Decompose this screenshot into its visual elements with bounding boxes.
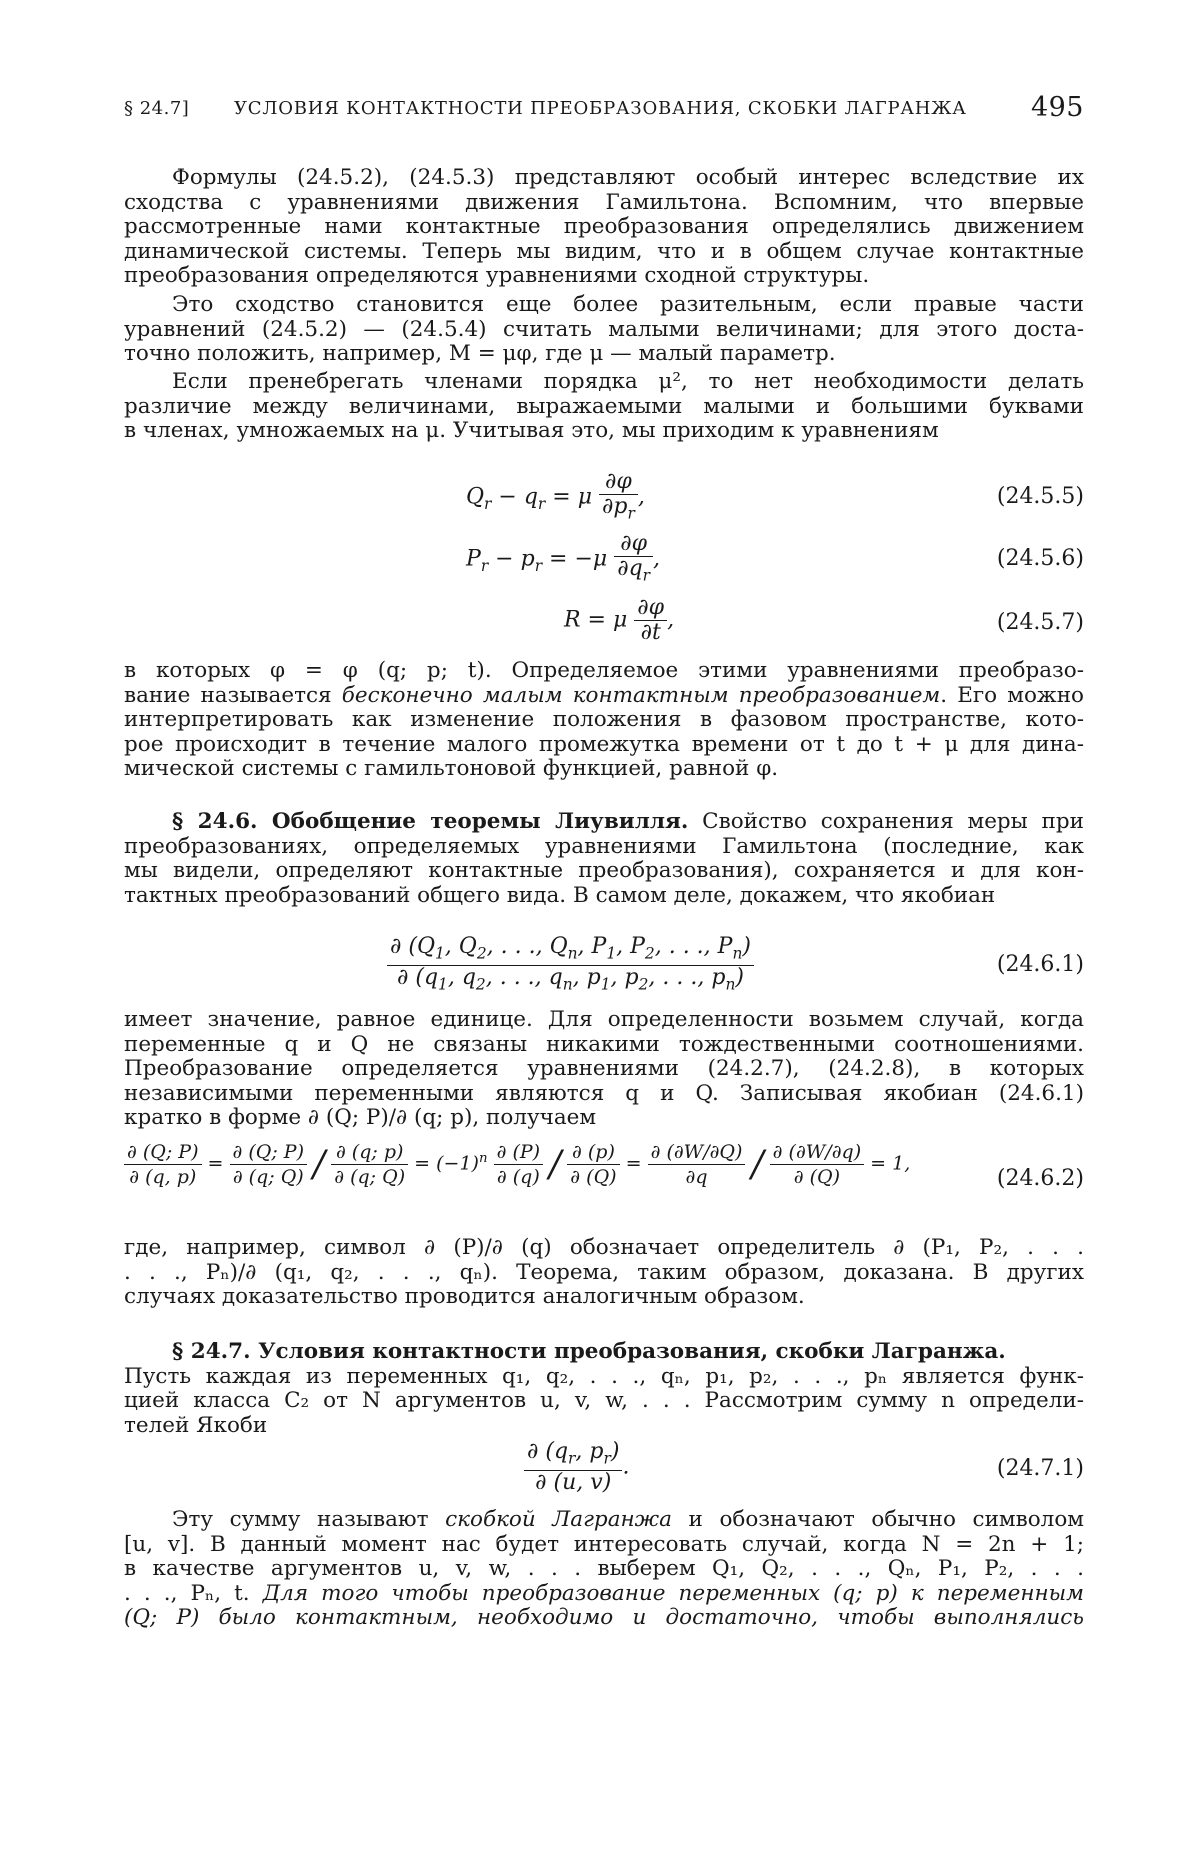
text-line: в членах, умножаемых на μ. Учитывая это, мы приходим к уравнениям <box>124 418 939 444</box>
text-line: независимыми переменными являются q и Q. Записывая якобиан (24.6.1) <box>124 1080 1084 1106</box>
text-line: где, например, символ ∂ (P)/∂ (q) обозначает определитель ∂ (P₁, P₂, . . . <box>124 1235 1084 1260</box>
equation-24-6-2 <box>124 1140 1084 1220</box>
paragraph-5 <box>124 1008 1084 1131</box>
header-section: § 24.7] <box>124 98 190 119</box>
text-line: точно положить, например, M = μφ, где μ — малый параметр. <box>124 341 836 367</box>
text-line: динамической системы. Теперь мы видим, что и в общем случае контактные <box>124 238 1084 264</box>
emphasis-term: скобкой Лагранжа <box>445 1507 672 1532</box>
equation-24-5-6 <box>124 531 1084 585</box>
text-line: Пусть каждая из переменных q₁, q₂, . . ., qₙ, p₁, p₂, . . ., pₙ является функ- <box>124 1363 1084 1389</box>
text-line: сходства с уравнениями движения Гамильтона. Вспомним, что впервые <box>124 189 1084 215</box>
text-line: различие между величинами, выражаемыми малыми и большими буквами <box>124 393 1084 419</box>
equation-body: $\frac{\partial (q_r, p_r)}{\partial (u, v)}$ . <box>524 1440 629 1495</box>
text-line: преобразованиях, определяемых уравнениями Гамильтона (последние, как <box>124 833 1084 859</box>
text-line <box>124 1340 1084 1365</box>
text-line: уравнений (24.5.2) — (24.5.4) считать малыми величинами; для этого доста- <box>124 316 1084 342</box>
equation-number: (24.7.1) <box>996 1456 1084 1481</box>
text-line: рассмотренные нами контактные преобразования определялись движением <box>124 214 1084 240</box>
text-line: кратко в форме ∂ (Q; P)/∂ (q; p), получаем <box>124 1105 597 1131</box>
text-line: в качестве аргументов u, v, w, . . . выберем Q₁, Q₂, . . ., Qₙ, P₁, P₂, . . . <box>124 1556 1084 1582</box>
equation-body: $\frac{\partial (Q; P)}{\partial (q, p)}$ = $\frac{\partial (Q; P)}{\partial (q; Q)}$ / $\frac{\partial (q; p)}{\partial (q; Q)}$ = $(-1)^n$ $\frac{\partial (P)}{\partial (q)}$ / $\frac{\partial (p)}{\partial (Q)}$ = $\frac{\partial (\partial W/\partial Q)}{\partial q}$ / $\frac{\partial (\partial W/\partial q)}{\partial (Q)}$ = 1, <box>124 1140 910 1189</box>
text-line: телей Якоби <box>124 1412 268 1438</box>
text-span: и обозначают обычно символом <box>671 1507 1084 1532</box>
text-line: рое происходит в течение малого промежутка времени от t до t + μ для дина- <box>124 731 1084 757</box>
equation-24-7-1 <box>124 1440 1084 1496</box>
paragraph-7 <box>124 1508 1084 1631</box>
section-heading: § 24.6. Обобщение теоремы Лиувилля. <box>172 809 689 834</box>
text-line: интерпретировать как изменение положения в фазовом пространстве, кото- <box>124 707 1084 733</box>
text-span: Эту сумму называют <box>172 1507 446 1532</box>
header-title: УСЛОВИЯ КОНТАКТНОСТИ ПРЕОБРАЗОВАНИЯ, СКОБКИ ЛАГРАНЖА <box>234 98 967 119</box>
page-number: 495 <box>1030 92 1084 123</box>
text-line: Если пренебрегать членами порядка μ², то нет необходимости делать <box>172 369 1084 394</box>
text-line: тактных преобразований общего вида. В самом деле, докажем, что якобиан <box>124 882 996 908</box>
equation-body: $Q_r - q_r = \mu$ $\frac{\partial\varphi}{\partial p_r}$ , <box>466 469 645 523</box>
emphasis-text: (Q; P) было контактным, необходимо и достаточно, чтобы выполнялись <box>124 1605 1084 1631</box>
text-line: преобразования определяются уравнениями сходной структуры. <box>124 263 870 289</box>
equation-number: (24.6.2) <box>996 1166 1084 1191</box>
text-line: имеет значение, равное единице. Для определенности возьмем случай, когда <box>124 1007 1084 1032</box>
section-heading: § 24.7. Условия контактности преобразования, скобки Лагранжа. <box>172 1339 1006 1364</box>
paragraph-1 <box>124 166 1084 289</box>
equation-body: $P_r - p_r = -\mu$ $\frac{\partial\varphi}{\partial q_r}$ , <box>466 531 661 585</box>
text-span: . Его можно <box>940 682 1084 708</box>
text-span: . . ., Pₙ, t. <box>124 1580 263 1606</box>
running-header <box>124 92 1084 132</box>
equation-24-6-1 <box>124 935 1084 995</box>
equation-number: (24.5.5) <box>996 484 1084 509</box>
text-span: вание называется <box>124 682 342 708</box>
text-line <box>124 1606 1084 1631</box>
emphasis-text: Для того чтобы преобразование переменных (q; p) к переменным <box>262 1580 1084 1606</box>
equation-24-5-7 <box>124 596 1084 646</box>
equation-number: (24.5.7) <box>996 610 1084 635</box>
text-line: случаях доказательство проводится аналогичным образом. <box>124 1284 805 1310</box>
text-line: Это сходство становится еще более разительным, если правые части <box>172 292 1084 317</box>
paragraph-3 <box>124 370 1084 444</box>
text-line <box>124 684 1084 709</box>
text-line: . . ., Pₙ)/∂ (q₁, q₂, . . ., qₙ). Теорема, таким образом, доказана. В других <box>124 1259 1084 1285</box>
paragraph-4 <box>124 659 1084 782</box>
text-line: мы видели, определяют контактные преобразования), сохраняется и для кон- <box>124 858 1084 884</box>
text-line: цией класса C₂ от N аргументов u, v, w, . . . Рассмотрим сумму n определи- <box>124 1388 1084 1414</box>
text-line <box>124 810 1084 835</box>
paragraph-2 <box>124 293 1084 367</box>
equation-body: R = μ $\frac{\partial\varphi}{\partial t}$ , <box>564 595 675 645</box>
section-24-6 <box>124 810 1084 908</box>
text-span: Свойство сохранения меры при <box>688 809 1084 834</box>
text-line: [u, v]. В данный момент нас будет интересовать случай, когда N = 2n + 1; <box>124 1531 1084 1557</box>
paragraph-6 <box>124 1236 1084 1310</box>
emphasis-term: бесконечно малым контактным преобразованием <box>341 682 941 708</box>
section-24-7 <box>124 1340 1084 1438</box>
equation-number: (24.6.1) <box>996 952 1084 977</box>
text-line: Преобразование определяется уравнениями (24.2.7), (24.2.8), в которых <box>124 1056 1084 1082</box>
equation-number: (24.5.6) <box>996 546 1084 571</box>
text-line: в которых φ = φ (q; p; t). Определяемое этими уравнениями преобразо- <box>124 658 1084 683</box>
equation-24-5-5 <box>124 469 1084 523</box>
text-line <box>124 1582 1084 1607</box>
text-line: переменные q и Q не связаны никакими тождественными соотношениями. <box>124 1031 1084 1057</box>
equation-body: $\frac{\partial (Q_1, Q_2, . . ., Q_n, P_1, P_2, . . ., P_n)}{\partial (q_1, q_2, . . ., q_n, p_1, p_2, . . ., p_n)}$ <box>387 935 754 997</box>
text-line: Формулы (24.5.2), (24.5.3) представляют особый интерес вследствие их <box>172 165 1084 190</box>
text-line <box>124 1508 1084 1533</box>
text-line: мической системы с гамильтоновой функцией, равной φ. <box>124 756 779 782</box>
